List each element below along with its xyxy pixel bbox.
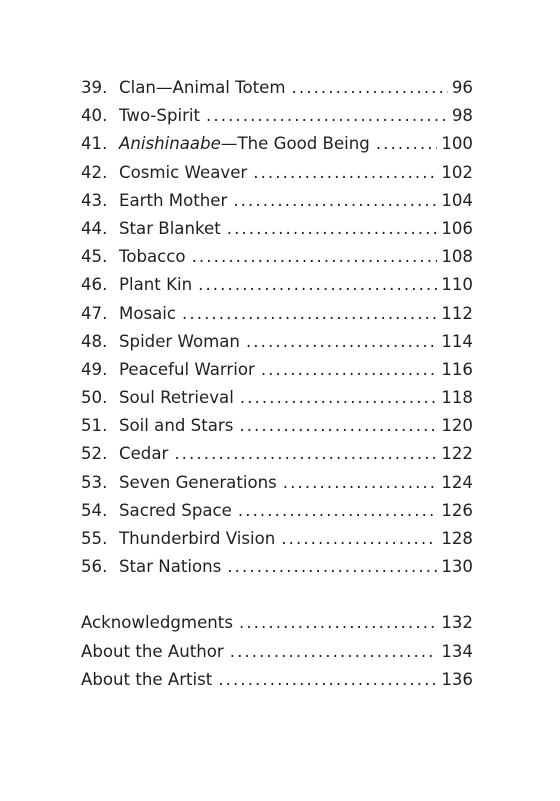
page-number: 118 (441, 388, 473, 408)
chapter-title: Mosaic (119, 303, 177, 323)
page-number: 114 (441, 331, 473, 351)
back-matter-title: Acknowledgments (81, 613, 233, 633)
dot-leader (182, 300, 437, 328)
dot-leader (240, 384, 437, 412)
chapter-title: Star Nations (119, 557, 222, 577)
dot-leader (227, 215, 438, 243)
chapter-number: 45. (81, 247, 108, 267)
toc-entry (81, 328, 473, 356)
dot-leader (218, 666, 437, 694)
page-number: 128 (441, 529, 473, 548)
page-number: 112 (441, 303, 473, 323)
dot-leader (292, 74, 448, 102)
section-spacer (81, 581, 473, 609)
toc-entry (81, 159, 473, 187)
chapter-title: Spider Woman (119, 331, 240, 351)
chapter-title: Cosmic Weaver (119, 162, 248, 182)
toc-entry (81, 74, 473, 102)
chapter-title: Seven Generations (119, 472, 277, 492)
chapter-title: Soul Retrieval (119, 388, 234, 408)
page-number: 116 (441, 359, 473, 379)
page-number: 96 (451, 78, 473, 97)
dot-leader (281, 525, 437, 553)
chapter-number: 51. (81, 416, 108, 436)
chapter-title: Sacred Space (119, 500, 232, 520)
dot-leader (253, 159, 437, 187)
toc-entry (81, 553, 473, 581)
chapter-title: Tobacco (119, 247, 186, 267)
toc-entry (81, 215, 473, 243)
back-matter-title: About the Author (81, 641, 224, 661)
chapter-title-italic: Anishinaabe (119, 134, 221, 154)
chapter-number: 53. (81, 472, 108, 492)
toc-entry (81, 469, 473, 497)
dot-leader (261, 356, 437, 384)
page-number: 124 (441, 472, 473, 492)
back-matter-title: About the Artist (81, 669, 213, 689)
toc-entry (81, 356, 473, 384)
chapter-title: Peaceful Warrior (119, 359, 255, 379)
toc-entry (81, 243, 473, 271)
dot-leader (283, 469, 438, 497)
chapter-number: 41. (81, 134, 108, 154)
chapter-number: 50. (81, 388, 108, 408)
page-number: 120 (441, 416, 473, 436)
chapter-number: 49. (81, 359, 108, 379)
page-number: 130 (441, 557, 473, 577)
dot-leader (376, 130, 437, 158)
page-number: 98 (451, 106, 473, 126)
page-number: 136 (441, 669, 473, 689)
chapter-title (119, 130, 370, 158)
dot-leader (233, 187, 437, 215)
chapter-title: Thunderbird Vision (119, 529, 276, 548)
dot-leader (239, 609, 437, 637)
toc-entry-back-matter (81, 666, 473, 694)
chapter-number: 42. (81, 162, 108, 182)
toc-entry (81, 102, 473, 130)
page-number: 126 (441, 500, 473, 520)
page-number: 106 (441, 218, 473, 238)
chapter-number: 46. (81, 275, 108, 295)
page-number: 104 (441, 190, 473, 210)
dot-leader (246, 328, 437, 356)
page-number: 110 (441, 275, 473, 295)
dot-leader (206, 102, 448, 130)
chapter-title: Cedar (119, 444, 169, 464)
chapter-number: 44. (81, 218, 108, 238)
chapter-number: 56. (81, 557, 108, 577)
toc-entry (81, 300, 473, 328)
page-number: 102 (441, 162, 473, 182)
chapter-number: 39. (81, 78, 108, 97)
page-number: 108 (441, 247, 473, 267)
chapter-number: 52. (81, 444, 108, 464)
page-number: 100 (441, 134, 473, 154)
page-number: 122 (441, 444, 473, 464)
chapter-title: Earth Mother (119, 190, 228, 210)
dot-leader (239, 412, 437, 440)
toc-entry (81, 130, 473, 158)
table-of-contents (81, 74, 473, 694)
toc-entry-back-matter (81, 609, 473, 637)
chapter-title: Soil and Stars (119, 416, 234, 436)
chapter-number: 40. (81, 106, 108, 126)
dot-leader (192, 243, 438, 271)
toc-entry (81, 187, 473, 215)
toc-entry (81, 384, 473, 412)
chapter-title: Clan—Animal Totem (119, 78, 286, 97)
dot-leader (174, 440, 437, 468)
chapter-title: Plant Kin (119, 275, 193, 295)
chapter-number: 54. (81, 500, 108, 520)
chapter-title: Star Blanket (119, 218, 221, 238)
chapter-number: 47. (81, 303, 108, 323)
toc-entry (81, 497, 473, 525)
chapter-number: 55. (81, 529, 108, 548)
dot-leader (227, 553, 437, 581)
toc-entry (81, 271, 473, 299)
page-number: 134 (441, 641, 473, 661)
chapter-number: 43. (81, 190, 108, 210)
toc-entry (81, 440, 473, 468)
toc-entry-back-matter (81, 638, 473, 666)
dot-leader (238, 497, 437, 525)
toc-entry (81, 412, 473, 440)
chapter-title-rest: —The Good Being (220, 134, 370, 154)
toc-entry (81, 525, 473, 553)
page-number: 132 (441, 613, 473, 633)
dot-leader (198, 271, 437, 299)
chapter-number: 48. (81, 331, 108, 351)
chapter-title: Two-Spirit (119, 106, 201, 126)
dot-leader (230, 638, 438, 666)
